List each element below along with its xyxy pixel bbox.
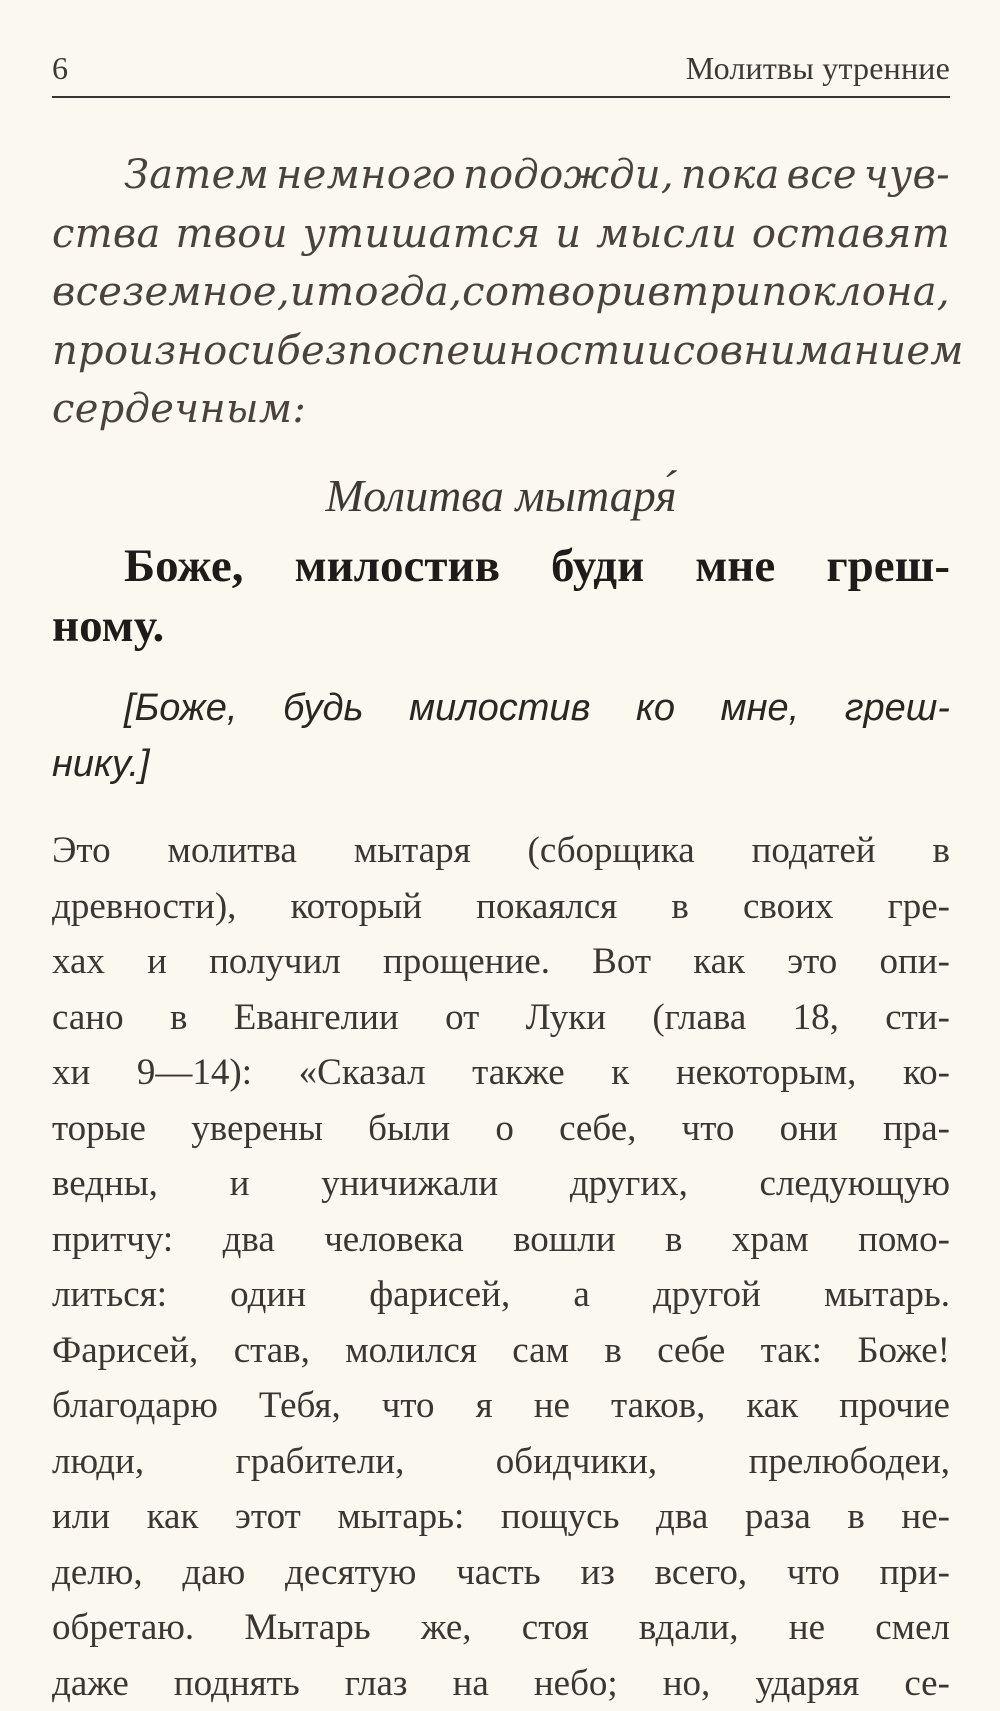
prayer-title: Молитва мытаря́ [52, 466, 950, 526]
commentary-line: Это молитва мытаря (сборщика податей в [52, 823, 950, 879]
commentary-line: литься: один фарисей, а другой мытарь. [52, 1267, 950, 1323]
intro-instruction [52, 146, 950, 439]
commentary-text [52, 823, 950, 1711]
commentary-line: ведны, и уничижали других, следующую [52, 1156, 950, 1212]
prayer-line: Боже, милостив буди мне греш- [52, 536, 950, 596]
commentary-line: древности), который покаялся в своих гре- [52, 879, 950, 935]
page-number: 6 [52, 50, 68, 87]
intro-line: произноси без поспешности и со вниманием [52, 322, 950, 381]
translation-line: нику.] [52, 736, 950, 792]
commentary-line: делю, даю десятую часть из всего, что при- [52, 1545, 950, 1601]
intro-line: ства твои утишатся и мысли оставят [52, 205, 950, 264]
page-header [52, 40, 950, 98]
prayer-translation [52, 680, 950, 792]
intro-line: сердечным: [52, 380, 950, 439]
commentary-line: люди, грабители, обидчики, прелюбодеи, [52, 1434, 950, 1490]
running-head: Молитвы утренние [686, 50, 950, 87]
commentary-line: хи 9—14): «Сказал также к некоторым, ко- [52, 1045, 950, 1101]
commentary-line: или как этот мытарь: пощусь два раза в не- [52, 1489, 950, 1545]
commentary-line: даже поднять глаз на небо; но, ударяя се- [52, 1656, 950, 1711]
prayer-line: ному. [52, 596, 950, 656]
commentary-line: обретаю. Мытарь же, стоя вдали, не смел [52, 1600, 950, 1656]
commentary-line: благодарю Тебя, что я не таков, как прочие [52, 1378, 950, 1434]
commentary-line: сано в Евангелии от Луки (глава 18, сти- [52, 990, 950, 1046]
intro-line: все земное, и тогда, сотворив три поклона, [52, 263, 950, 322]
intro-line: Затем немного подожди, пока все чув- [52, 146, 950, 205]
translation-line: [Боже, будь милостив ко мне, греш- [52, 680, 950, 736]
commentary-line: хах и получил прощение. Вот как это опи- [52, 934, 950, 990]
commentary-line: притчу: два человека вошли в храм помо- [52, 1212, 950, 1268]
commentary-line: торые уверены были о себе, что они пра- [52, 1101, 950, 1157]
prayer-text [52, 536, 950, 656]
commentary-line: Фарисей, став, молился сам в себе так: Боже! [52, 1323, 950, 1379]
